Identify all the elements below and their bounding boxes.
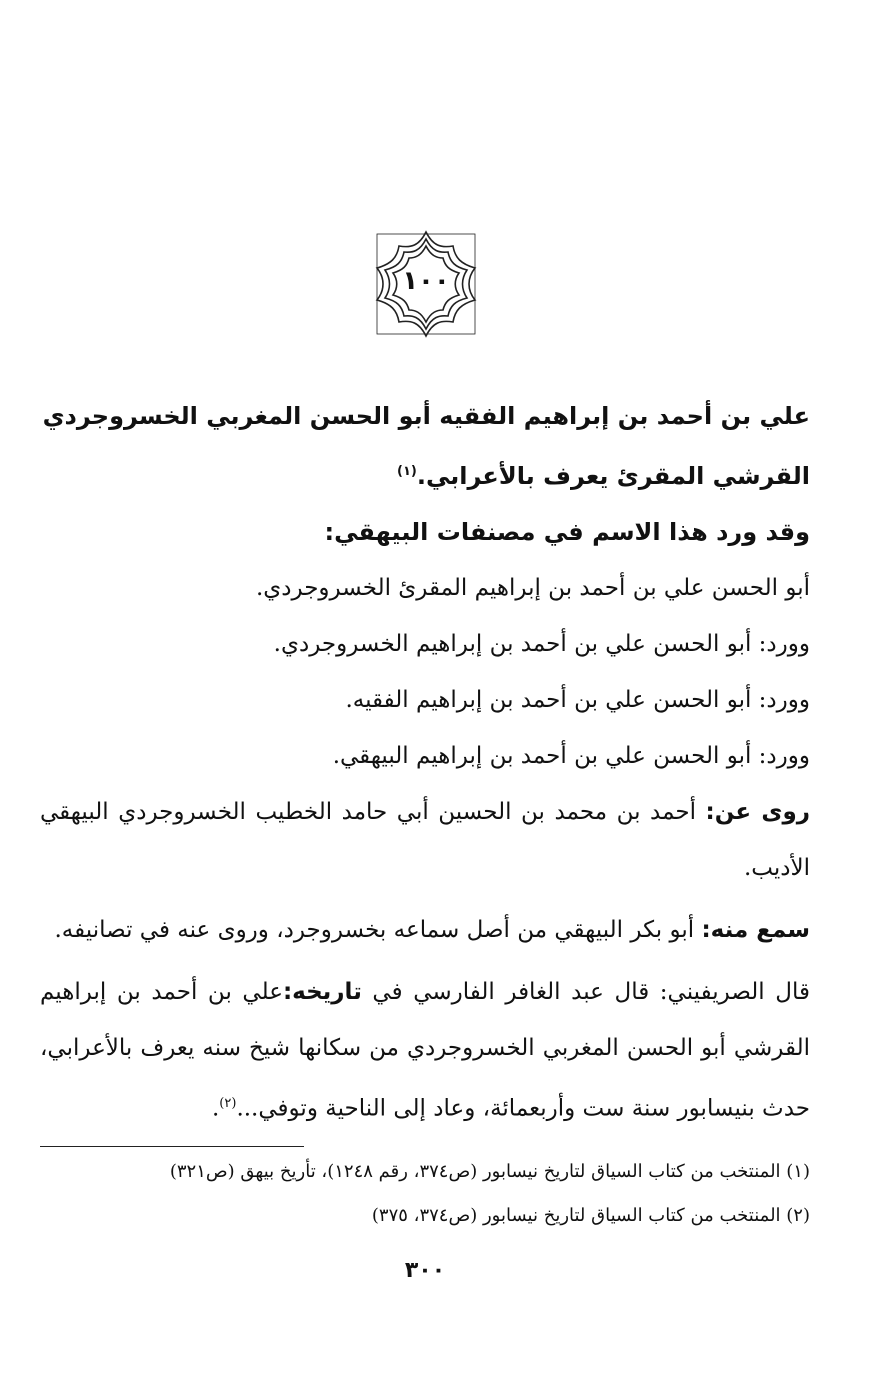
sarifini-quote: علي بن أحمد بن إبراهيم القرشي أبو الحسن المغربي الخسروجردي من سكانها شيخ سنه يعرف بالأعرابي، حدث بنيسابور سنة ست وأربعمائة، وعاد إلى الناحية وتوفي...: [40, 979, 810, 1122]
name-variant: وورد: أبو الحسن علي بن أحمد بن إبراهيم البيهقي.: [332, 743, 810, 769]
samia-minhu-label: سمع منه:: [701, 917, 810, 943]
footnote-2: (٢) المنتخب من كتاب السياق لتاريخ نيسابور (ص٣٧٤، ٣٧٥): [371, 1205, 810, 1226]
name-variant: وورد: أبو الحسن علي بن أحمد بن إبراهيم الفقيه.: [345, 687, 810, 713]
entry-number-ornament: [371, 228, 481, 340]
footnotes: [40, 1150, 810, 1238]
name-variant: أبو الحسن علي بن أحمد بن إبراهيم المقرئ الخسروجردي.: [255, 575, 810, 601]
names-intro: وقد ورد هذا الاسم في مصنفات البيهقي:: [324, 518, 810, 546]
samia-minhu-text: أبو بكر البيهقي من أصل سماعه بخسروجرد، وروى عنه في تصانيفه.: [54, 917, 702, 943]
sarifini-paragraph: [40, 964, 810, 1137]
sarifini-end: .: [211, 1095, 220, 1122]
entry-body: [40, 388, 810, 1137]
footnote-separator: [40, 1146, 304, 1147]
sarifini-pre: قال الصريفيني: قال عبد الغافر الفارسي في: [361, 979, 810, 1005]
rawa-an-label: روى عن:: [705, 799, 810, 825]
rawa-an-paragraph: [40, 784, 810, 896]
book-page: [40, 0, 810, 1377]
entry-heading-line-1: علي بن أحمد بن إبراهيم الفقيه أبو الحسن المغربي الخسروجردي: [42, 402, 810, 430]
sarifini-source: تاريخه:: [282, 979, 362, 1005]
entry-number: ١٠٠: [402, 266, 450, 296]
page-number: ٣٠٠: [404, 1258, 446, 1283]
rawa-an-text: أحمد بن محمد بن الحسين أبي حامد الخطيب الخسروجردي البيهقي الأديب.: [40, 799, 810, 881]
footnote-1: (١) المنتخب من كتاب السياق لتاريخ نيسابور (ص٣٧٤، رقم ١٢٤٨)، تأريخ بيهق (ص٣٢١): [169, 1161, 810, 1182]
entry-heading-text: القرشي المقرئ يعرف بالأعرابي.: [416, 462, 810, 490]
entry-heading-line-2: [40, 444, 810, 504]
samia-minhu-paragraph: [40, 902, 810, 958]
footnote-ref-2: (٢): [219, 1096, 237, 1111]
footnote-ref-1: (١): [397, 464, 417, 479]
name-variant: وورد: أبو الحسن علي بن أحمد بن إبراهيم الخسروجردي.: [273, 631, 810, 657]
